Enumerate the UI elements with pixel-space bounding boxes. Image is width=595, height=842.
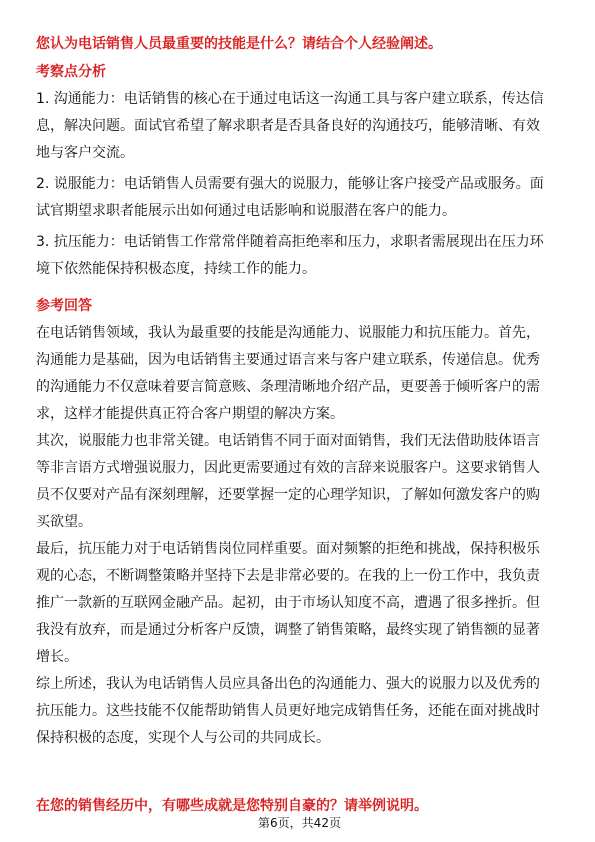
analysis-body <box>36 86 563 283</box>
answer-line: 最后，抗压能力对于电话销售岗位同样重要。面对频繁的拒绝和挑战，保持积极乐 <box>36 541 540 557</box>
answer-line: 观的心态，不断调整策略并坚持下去是非常必要的。在我的上一份工作中，我负责 <box>36 568 540 584</box>
answer-line: 求，这样才能提供真正符合客户期望的解决方案。 <box>36 406 344 422</box>
answer-line: 保持积极的态度，实现个人与公司的共同成长。 <box>36 730 330 746</box>
answer-line: 我没有放弃，而是通过分析客户反馈，调整了销售策略，最终实现了销售额的显著 <box>36 622 540 638</box>
answer-body <box>36 320 563 752</box>
answer-line: 买欲望。 <box>36 514 92 530</box>
analysis-line: 3. 抗压能力：电话销售工作常常伴随着高拒绝率和压力，求职者需展现出在压力环 <box>36 234 544 250</box>
answer-line: 的沟通能力不仅意味着要言简意赅、条理清晰地介绍产品，更要善于倾听客户的需 <box>36 379 540 395</box>
answer-line: 等非言语方式增强说服力，因此更需要通过有效的言辞来说服客户。这要求销售人 <box>36 460 540 476</box>
analysis-title: 考察点分析 <box>36 64 106 80</box>
answer-line: 员不仅要对产品有深刻理解，还要掌握一定的心理学知识，了解如何激发客户的购 <box>36 487 540 503</box>
answer-line: 增长。 <box>36 649 78 665</box>
document-page <box>36 0 563 842</box>
analysis-line: 试官期望求职者能展示出如何通过电话影响和说服潜在客户的能力。 <box>36 203 456 219</box>
analysis-line: 2. 说服能力：电话销售人员需要有强大的说服力，能够让客户接受产品或服务。面 <box>36 176 544 192</box>
analysis-line: 境下依然能保持积极态度，持续工作的能力。 <box>36 261 316 277</box>
answer-title: 参考回答 <box>36 298 92 314</box>
answer-line: 其次，说服能力也非常关键。电话销售不同于面对面销售，我们无法借助肢体语言 <box>36 433 540 449</box>
analysis-line: 息，解决问题。面试官希望了解求职者是否具备良好的沟通技巧，能够清晰、有效 <box>36 118 540 134</box>
answer-line: 推广一款新的互联网金融产品。起初，由于市场认知度不高，遭遇了很多挫折。但 <box>36 595 540 611</box>
analysis-line: 1. 沟通能力：电话销售的核心在于通过电话这一沟通工具与客户建立联系，传达信 <box>36 91 544 107</box>
answer-line: 在电话销售领域，我认为最重要的技能是沟通能力、说服能力和抗压能力。首先， <box>36 325 540 341</box>
page-number: 第6页，共42页 <box>258 816 341 830</box>
question-heading: 您认为电话销售人员最重要的技能是什么？请结合个人经验阐述。 <box>36 36 442 52</box>
answer-line: 综上所述，我认为电话销售人员应具备出色的沟通能力、强大的说服力以及优秀的 <box>36 676 540 692</box>
answer-line: 沟通能力是基础，因为电话销售主要通过语言来与客户建立联系，传递信息。优秀 <box>36 352 540 368</box>
next-question-heading: 在您的销售经历中，有哪些成就是您特别自豪的？请举例说明。 <box>36 798 428 814</box>
analysis-line: 地与客户交流。 <box>36 145 134 161</box>
answer-line: 抗压能力。这些技能不仅能帮助销售人员更好地完成销售任务，还能在面对挑战时 <box>36 703 540 719</box>
